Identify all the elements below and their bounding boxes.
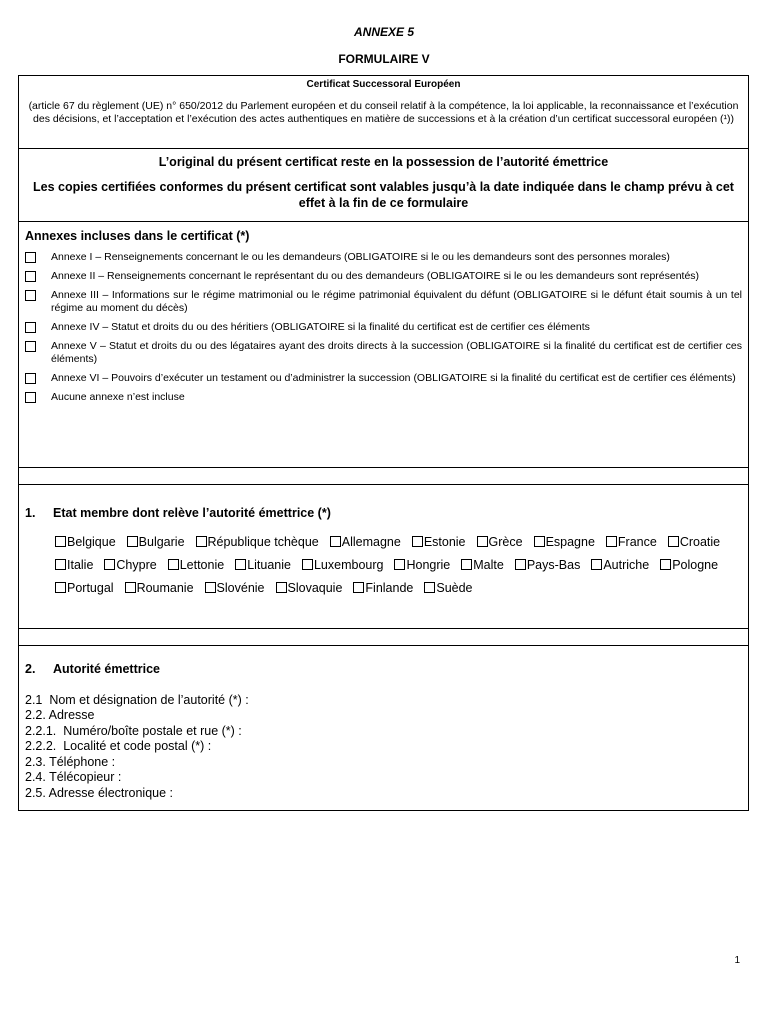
- country-checkbox[interactable]: [606, 536, 617, 547]
- country-checkbox[interactable]: [104, 559, 115, 570]
- country-option[interactable]: [534, 530, 595, 553]
- annex-option[interactable]: [25, 321, 742, 334]
- country-label: Grèce: [488, 534, 523, 549]
- country-checkbox[interactable]: [394, 559, 405, 570]
- section-number: 2.: [25, 662, 36, 676]
- authority-field[interactable]: 2.1 Nom et désignation de l’autorité (*) :: [25, 692, 249, 707]
- country-checkbox[interactable]: [461, 559, 472, 570]
- annex-option[interactable]: [25, 340, 742, 366]
- country-checkbox[interactable]: [668, 536, 679, 547]
- authority-section: [19, 646, 748, 810]
- annex-label: Annexe VI – Pouvoirs d’exécuter un testament ou d’administrer la succession (OBLIGATOIRE si la finalité du certificat est de certifier ces éléments): [51, 372, 736, 384]
- annex-option[interactable]: [25, 289, 742, 315]
- country-label: République tchèque: [207, 534, 319, 549]
- annex-label: Annexe III – Informations sur le régime matrimonial ou le régime patrimonial équivalent du défunt (OBLIGATOIRE si le défunt était soumis à un tel régime au moment du décès): [51, 289, 742, 314]
- country-checkbox[interactable]: [412, 536, 423, 547]
- country-label: Pays-Bas: [526, 557, 581, 572]
- country-checkbox[interactable]: [55, 559, 66, 570]
- annex-title: ANNEXE 5: [353, 25, 415, 39]
- annex-checkbox[interactable]: [25, 341, 36, 352]
- country-option[interactable]: [477, 530, 523, 553]
- annexes-heading: Annexes incluses dans le certificat (*): [25, 229, 250, 243]
- country-label: Allemagne: [341, 534, 401, 549]
- annex-label: Aucune annexe n’est incluse: [51, 391, 185, 403]
- annexes-list: [25, 251, 742, 404]
- authority-heading: [25, 662, 742, 678]
- country-option[interactable]: [276, 576, 343, 599]
- certificate-section: [19, 76, 748, 149]
- country-option[interactable]: [515, 553, 581, 576]
- member-state-heading-text: Etat membre dont relève l’autorité émettrice (*): [53, 506, 331, 520]
- country-checkbox[interactable]: [276, 582, 287, 593]
- country-label: Slovénie: [216, 580, 265, 595]
- annex-label: Annexe V – Statut et droits du ou des légataires ayant des droits directs à la succession (OBLIGATOIRE si la finalité du certificat est de certifier ces éléments): [51, 340, 742, 365]
- certificate-title: Certificat Successoral Européen: [306, 79, 461, 90]
- annex-checkbox[interactable]: [25, 271, 36, 282]
- country-label: Italie: [67, 557, 94, 572]
- country-option[interactable]: [394, 553, 450, 576]
- spacer-row: [19, 468, 748, 485]
- annex-option[interactable]: [25, 251, 742, 264]
- annex-option[interactable]: [25, 372, 742, 385]
- country-label: Croatie: [679, 534, 721, 549]
- country-label: Malte: [473, 557, 504, 572]
- authority-field[interactable]: 2.2.1. Numéro/boîte postale et rue (*) :: [25, 723, 242, 738]
- annex-label: Annexe II – Renseignements concernant le représentant du ou des demandeurs (OBLIGATOIRE si le ou les demandeurs sont représentés): [51, 270, 700, 282]
- country-option[interactable]: [235, 553, 291, 576]
- country-option[interactable]: [168, 553, 224, 576]
- form-title: FORMULAIRE V: [338, 52, 430, 66]
- authority-heading-text: Autorité émettrice: [53, 662, 160, 676]
- spacer-row: [19, 629, 748, 646]
- country-label: Estonie: [423, 534, 466, 549]
- original-notice: L’original du présent certificat reste en la possession de l’autorité émettrice: [158, 155, 609, 169]
- authority-field[interactable]: 2.4. Télécopieur :: [25, 770, 122, 784]
- country-option[interactable]: [353, 576, 413, 599]
- annex-checkbox[interactable]: [25, 322, 36, 333]
- country-option[interactable]: [412, 530, 466, 553]
- annex-checkbox[interactable]: [25, 252, 36, 263]
- authority-field[interactable]: 2.5. Adresse électronique :: [25, 785, 174, 800]
- authority-fields: [25, 693, 742, 802]
- country-option[interactable]: [424, 576, 472, 599]
- country-label: Espagne: [545, 534, 595, 549]
- section-number: 1.: [25, 506, 36, 520]
- authority-field[interactable]: 2.2.2. Localité et code postal (*) :: [25, 739, 212, 753]
- country-option[interactable]: [196, 530, 319, 553]
- country-label: Autriche: [603, 557, 650, 572]
- country-label: Lettonie: [179, 557, 225, 572]
- country-checkbox[interactable]: [660, 559, 671, 570]
- country-label: Bulgarie: [138, 534, 185, 549]
- country-checkbox[interactable]: [591, 559, 602, 570]
- country-checkbox[interactable]: [55, 536, 66, 547]
- country-checkbox[interactable]: [196, 536, 207, 547]
- legal-basis: (article 67 du règlement (UE) n° 650/2012 du Parlement européen et du conseil relatif à la compétence, la loi applicable, la reconnaissance et l’exécution des décisions, et l’acceptation et l’exécution des actes authentiques en matière de successions et à la création d’un certificat successoral européen (¹)): [28, 100, 739, 125]
- country-label: Chypre: [116, 557, 157, 572]
- country-option[interactable]: [127, 530, 185, 553]
- annexes-section: [19, 222, 748, 468]
- country-list: [25, 530, 755, 599]
- country-option[interactable]: [330, 530, 401, 553]
- country-label: Roumanie: [136, 580, 194, 595]
- country-option[interactable]: [55, 553, 93, 576]
- country-label: Finlande: [365, 580, 414, 595]
- annex-label: Annexe IV – Statut et droits du ou des héritiers (OBLIGATOIRE si la finalité du certificat est de certifier ces éléments: [51, 321, 590, 333]
- authority-field[interactable]: 2.2. Adresse: [25, 708, 95, 722]
- country-checkbox[interactable]: [424, 582, 435, 593]
- country-option[interactable]: [461, 553, 504, 576]
- form-table: [18, 75, 749, 811]
- country-option[interactable]: [104, 553, 156, 576]
- country-checkbox[interactable]: [55, 582, 66, 593]
- country-checkbox[interactable]: [302, 559, 313, 570]
- country-checkbox[interactable]: [534, 536, 545, 547]
- country-option[interactable]: [302, 553, 384, 576]
- page-number: 1: [734, 955, 740, 966]
- country-label: Lituanie: [247, 557, 291, 572]
- country-label: Hongrie: [406, 557, 451, 572]
- country-option[interactable]: [125, 576, 194, 599]
- annex-option[interactable]: [25, 391, 742, 404]
- copies-notice: Les copies certifiées conformes du présent certificat sont valables jusqu’à la date indiquée dans le champ prévu à cet effet à la fin de ce formulaire: [33, 180, 734, 210]
- annex-checkbox[interactable]: [25, 392, 36, 403]
- country-option[interactable]: [55, 530, 116, 553]
- country-checkbox[interactable]: [477, 536, 488, 547]
- country-checkbox[interactable]: [330, 536, 341, 547]
- member-state-heading: [25, 506, 742, 520]
- country-option[interactable]: [55, 576, 114, 599]
- country-option[interactable]: [205, 576, 265, 599]
- annex-label: Annexe I – Renseignements concernant le ou les demandeurs (OBLIGATOIRE si le ou les demandeurs sont des personnes morales): [51, 251, 670, 263]
- country-checkbox[interactable]: [205, 582, 216, 593]
- country-option[interactable]: [606, 530, 657, 553]
- country-checkbox[interactable]: [235, 559, 246, 570]
- country-label: France: [617, 534, 657, 549]
- country-label: Belgique: [67, 534, 116, 549]
- country-option[interactable]: [668, 530, 720, 553]
- annex-checkbox[interactable]: [25, 373, 36, 384]
- member-state-section: [19, 485, 748, 629]
- country-label: Luxembourg: [313, 557, 384, 572]
- country-option[interactable]: [591, 553, 649, 576]
- country-label: Pologne: [672, 557, 719, 572]
- authority-field[interactable]: 2.3. Téléphone :: [25, 754, 116, 769]
- country-label: Portugal: [67, 580, 114, 595]
- country-label: Suède: [436, 580, 473, 595]
- country-checkbox[interactable]: [515, 559, 526, 570]
- country-checkbox[interactable]: [168, 559, 179, 570]
- annex-option[interactable]: [25, 270, 742, 283]
- notice-section: [19, 149, 748, 222]
- annex-checkbox[interactable]: [25, 290, 36, 301]
- country-checkbox[interactable]: [127, 536, 138, 547]
- country-label: Slovaquie: [287, 580, 343, 595]
- country-checkbox[interactable]: [353, 582, 364, 593]
- country-option[interactable]: [660, 553, 718, 576]
- country-checkbox[interactable]: [125, 582, 136, 593]
